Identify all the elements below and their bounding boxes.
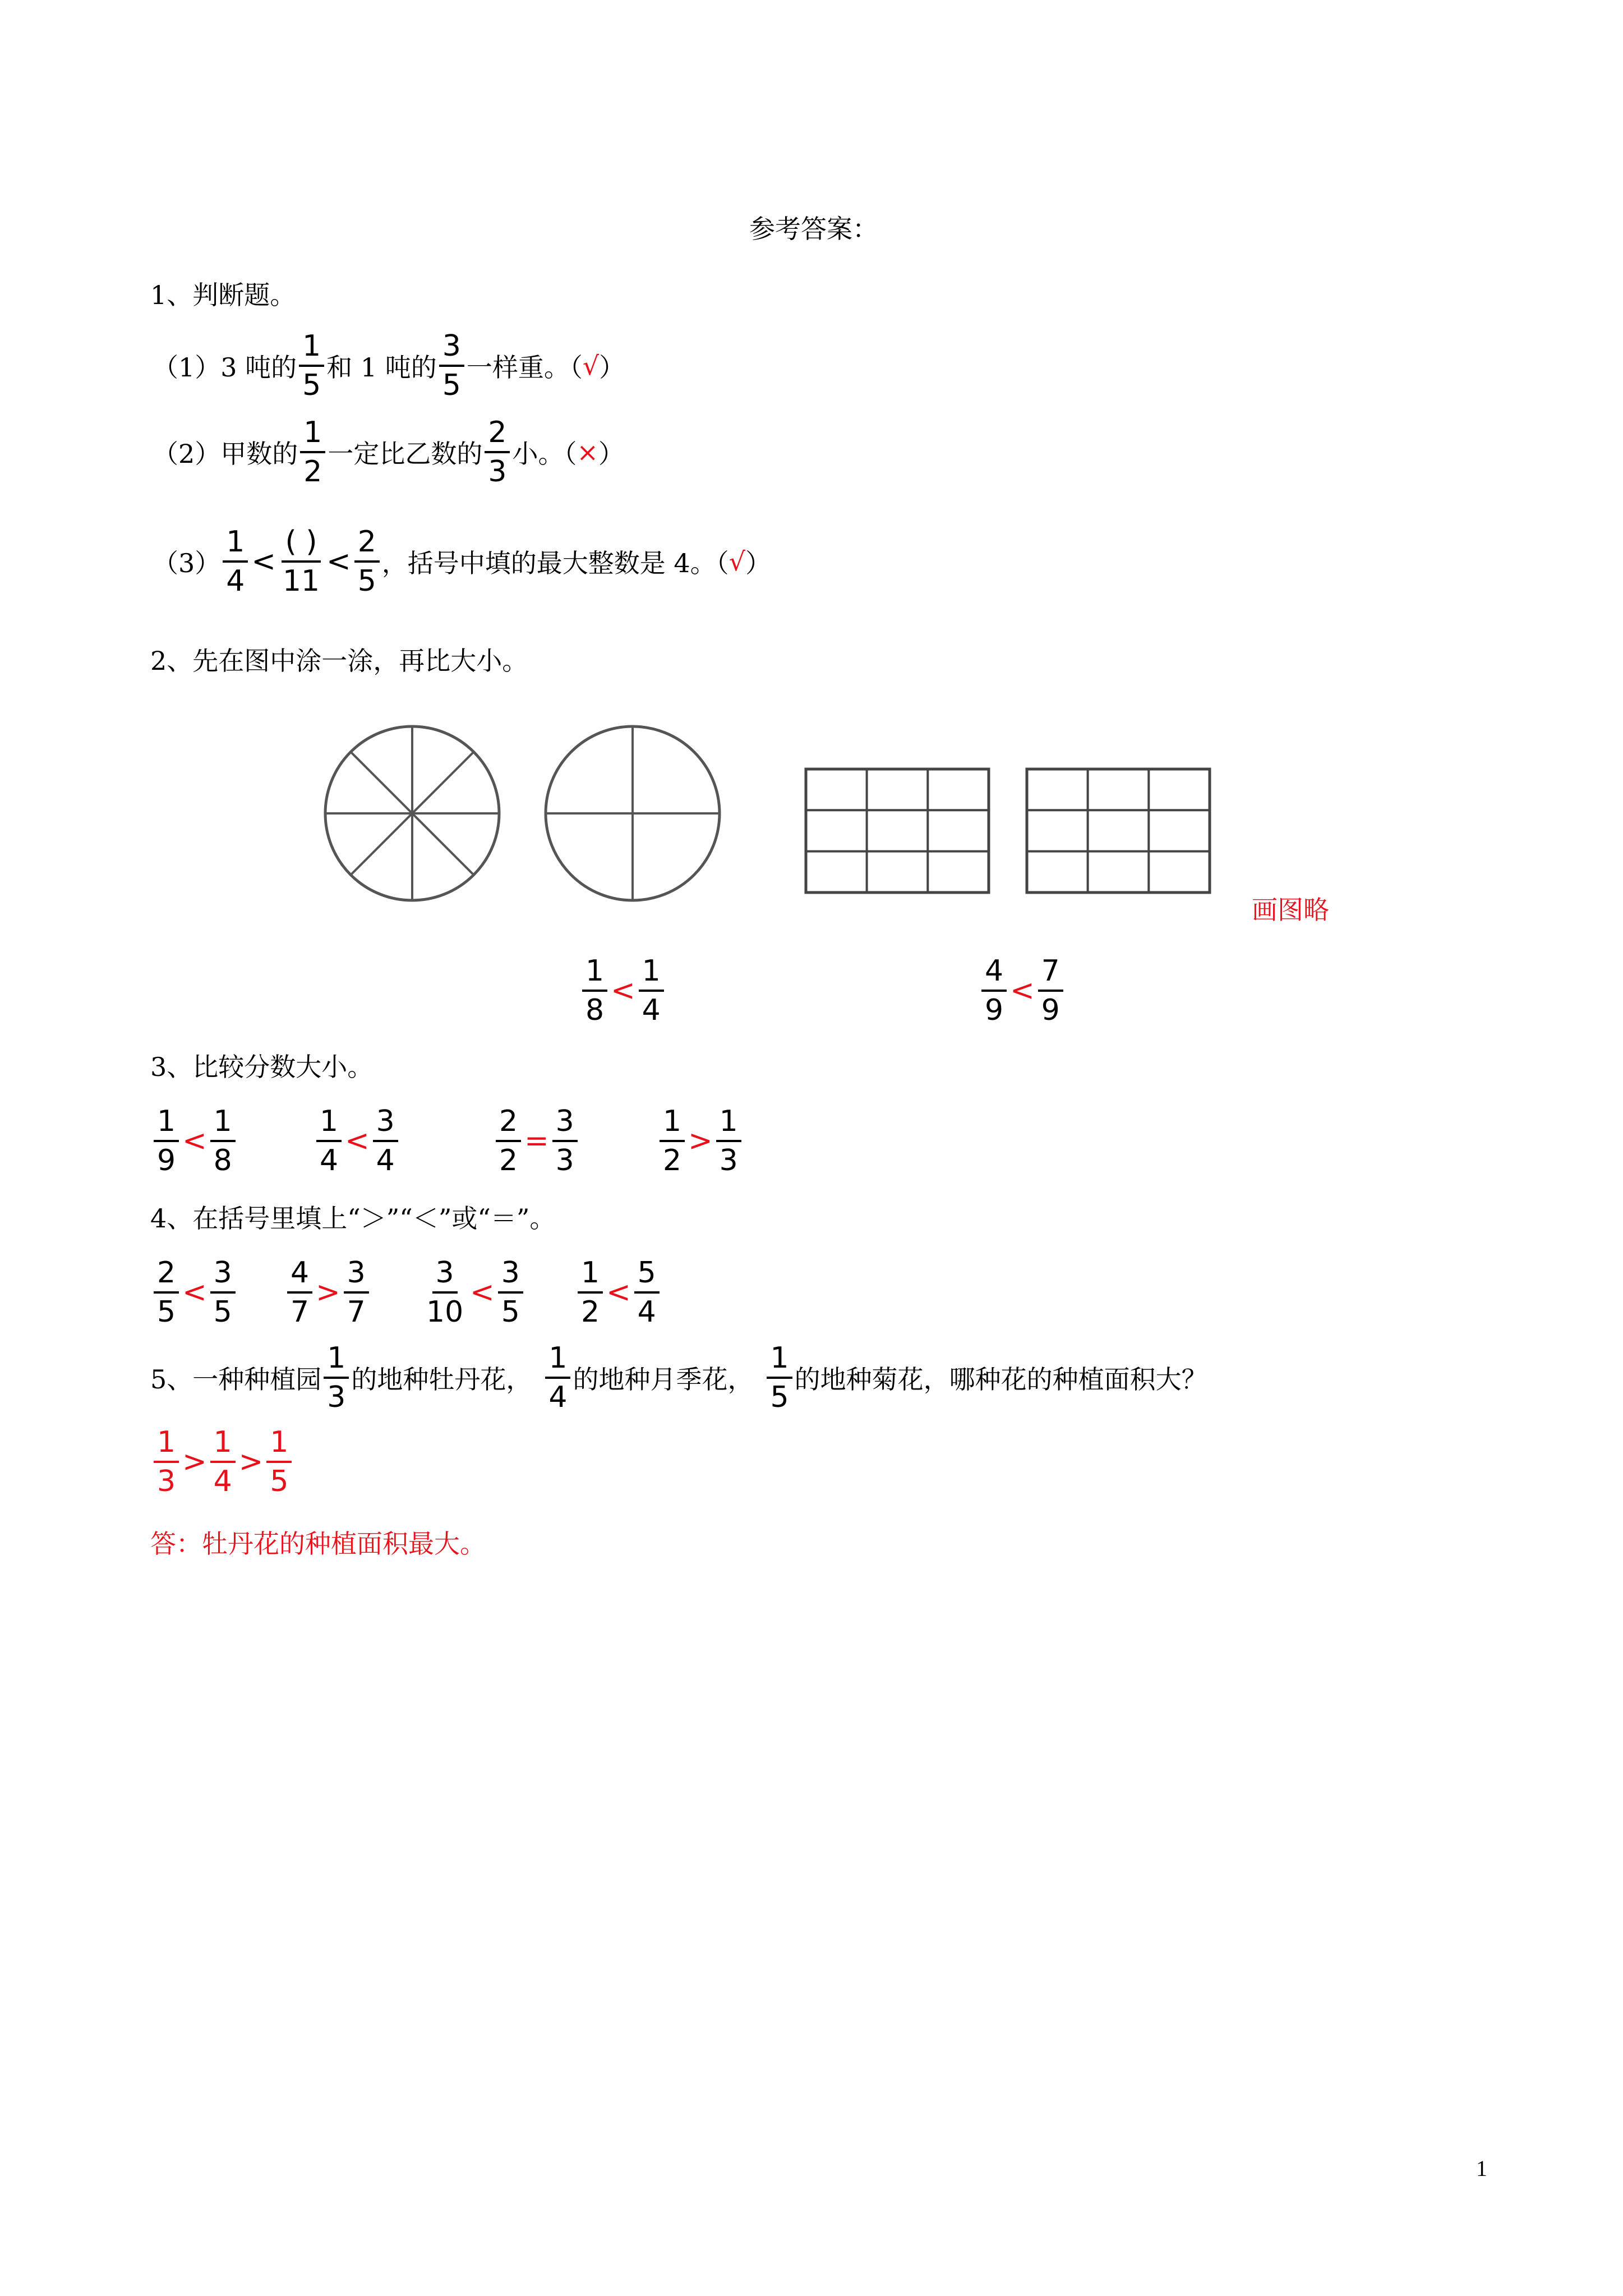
fraction: $\frac{2}{3}$ [485, 415, 510, 489]
s3-comparison-2: $\frac{1}{4}$ < $\frac{3}{4}$ [314, 1104, 400, 1178]
answer-cross: × [577, 437, 599, 467]
less-than-sign: < [251, 545, 276, 578]
s3-comparison-1: $\frac{1}{9}$ < $\frac{1}{8}$ [151, 1104, 238, 1178]
fraction: $\frac{( )}{11}$ [282, 525, 320, 598]
drawing-omitted-note: 画图略 [1252, 895, 1329, 925]
s4-comparison-2: $\frac{4}{7}$ > $\frac{3}{7}$ [285, 1255, 371, 1329]
less-than-sign: < [326, 545, 351, 578]
page-title: 参考答案： [749, 214, 878, 244]
comparison-sign: < [1010, 974, 1035, 1007]
circle-eighths-figure [320, 721, 505, 906]
section-1-heading: 1、判断题。 [150, 280, 296, 310]
section-2-heading: 2、先在图中涂一涂，再比大小。 [150, 646, 528, 676]
circle-quarters-figure [540, 721, 725, 906]
s4-comparison-1: $\frac{2}{5}$ < $\frac{3}{5}$ [151, 1255, 238, 1329]
question-5: 5、一种种植园 $\frac{1}{3}$ 的地种牡丹花， $\frac{1}{4}$ 的地种月季花， $\frac{1}{5}$ 的地种菊花，哪种花的种植面积大？ [150, 1341, 1207, 1414]
question-1-3: （3） $\frac{1}{4}$ < $\frac{( )}{11}$ < $\frac{2}{5}$ ，括号中填的最大整数是 4。（ √ ） [153, 525, 771, 598]
question-5-answer-text: 答：牡丹花的种植面积最大。 [150, 1529, 486, 1559]
section-4-heading: 4、在括号里填上“＞”“＜”或“＝”。 [150, 1203, 556, 1234]
comparison-circles: $\frac{1}{8}$ < $\frac{1}{4}$ [580, 954, 666, 1028]
fraction: $\frac{1}{5}$ [299, 329, 324, 403]
s4-comparison-3: $\frac{3}{10}$ < $\frac{3}{5}$ [421, 1255, 525, 1329]
question-1-1: （1）3 吨的 $\frac{1}{5}$ 和 1 吨的 $\frac{3}{5}$ 一样重。（ √ ） [153, 329, 625, 402]
s4-comparison-4: $\frac{1}{2}$ < $\frac{5}{4}$ [575, 1255, 662, 1329]
answer-check: √ [582, 351, 600, 381]
answer-check: √ [728, 546, 745, 577]
s3-comparison-3: $\frac{2}{2}$ = $\frac{3}{3}$ [494, 1104, 580, 1178]
page-number: 1 [1476, 2156, 1487, 2181]
fraction: $\frac{1}{4}$ [223, 524, 248, 599]
question-5-answer-comparison: $\frac{1}{3}$ > $\frac{1}{4}$ > $\frac{1}{5}$ [151, 1425, 294, 1499]
grid-ninths-figure-2 [1025, 767, 1211, 894]
fraction: $\frac{2}{5}$ [354, 524, 380, 599]
grid-ninths-figure-1 [804, 767, 990, 894]
comparison-grids: $\frac{4}{9}$ < $\frac{7}{9}$ [979, 954, 1066, 1028]
fraction: $\frac{1}{2}$ [300, 415, 325, 489]
fraction: $\frac{3}{5}$ [439, 329, 464, 403]
question-1-2: （2）甲数的 $\frac{1}{2}$ 一定比乙数的 $\frac{2}{3}$ 小。（ × ） [153, 416, 625, 489]
section-3-heading: 3、比较分数大小。 [150, 1052, 374, 1082]
comparison-sign: < [611, 974, 635, 1007]
s3-comparison-4: $\frac{1}{2}$ > $\frac{1}{3}$ [657, 1104, 744, 1178]
